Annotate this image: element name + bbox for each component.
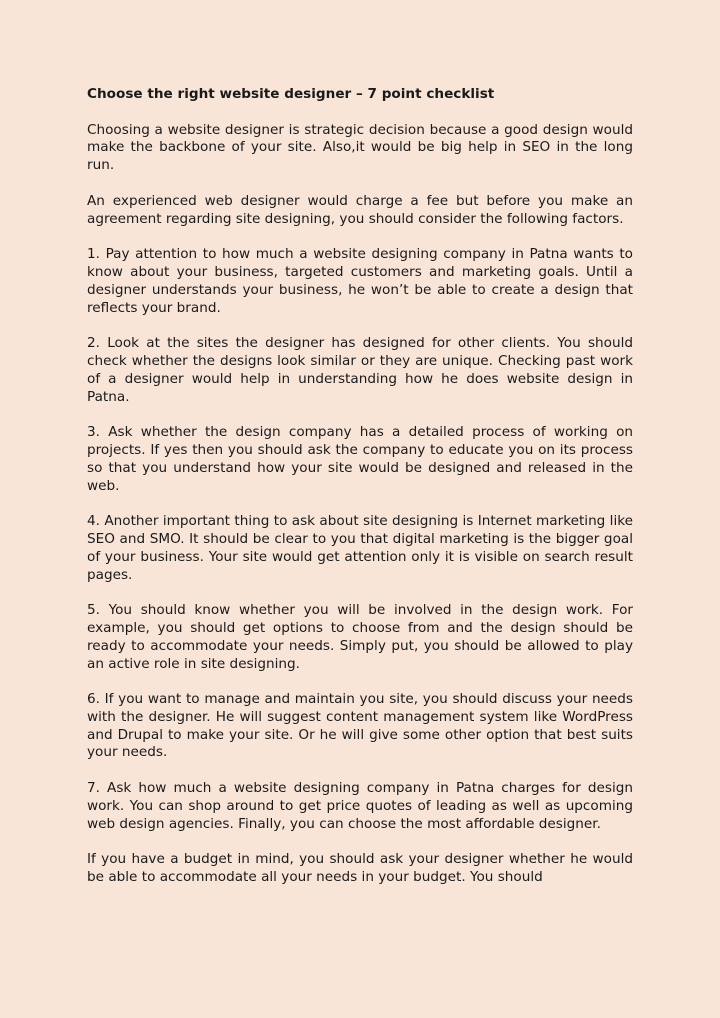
paragraph-point-5: 5. You should know whether you will be involved in the design work. For example, you should get options to choose from and the design should be ready to accommodate your needs. Simply put, you should be allowed to play an active role in site designing. — [87, 602, 633, 672]
paragraph-point-3: 3. Ask whether the design company has a detailed process of working on projects. If yes then you should ask the company to educate you on its process so that you understand how your site would be designed and released in the web. — [87, 424, 633, 494]
paragraph-fee: An experienced web designer would charge a fee but before you make an agreement regarding site designing, you should consider the following factors. — [87, 192, 633, 227]
paragraph-point-7: 7. Ask how much a website designing company in Patna charges for design work. You can shop around to get price quotes of leading as well as upcoming web design agencies. Finally, you can choose the most affordable designer. — [87, 780, 633, 832]
paragraph-intro: Choosing a website designer is strategic decision because a good design would make the backbone of your site. Also,it would be big help in SEO in the long run. — [87, 121, 633, 174]
paragraph-point-6: 6. If you want to manage and maintain you site, you should discuss your needs with the designer. He will suggest content management system like WordPress and Drupal to make your site. Or he will give some other option that best suits your needs. — [87, 691, 633, 761]
paragraph-point-1: 1. Pay attention to how much a website designing company in Patna wants to know about your business, targeted customers and marketing goals. Until a designer understands your business, he won’t be able to create a design that reflects your brand. — [87, 246, 633, 316]
paragraph-budget: If you have a budget in mind, you should ask your designer whether he would be able to accommodate all your needs in your budget. You should — [87, 851, 633, 886]
document-page — [87, 86, 633, 905]
paragraph-point-2: 2. Look at the sites the designer has designed for other clients. You should check whether the designs look similar or they are unique. Checking past work of a designer would help in understanding how he does website design in Patna. — [87, 335, 633, 405]
document-title: Choose the right website designer – 7 point checklist — [87, 86, 495, 102]
paragraph-point-4: 4. Another important thing to ask about site designing is Internet marketing like SEO and SMO. It should be clear to you that digital marketing is the bigger goal of your business. Your site would get attention only it is visible on search result pages. — [87, 513, 633, 583]
